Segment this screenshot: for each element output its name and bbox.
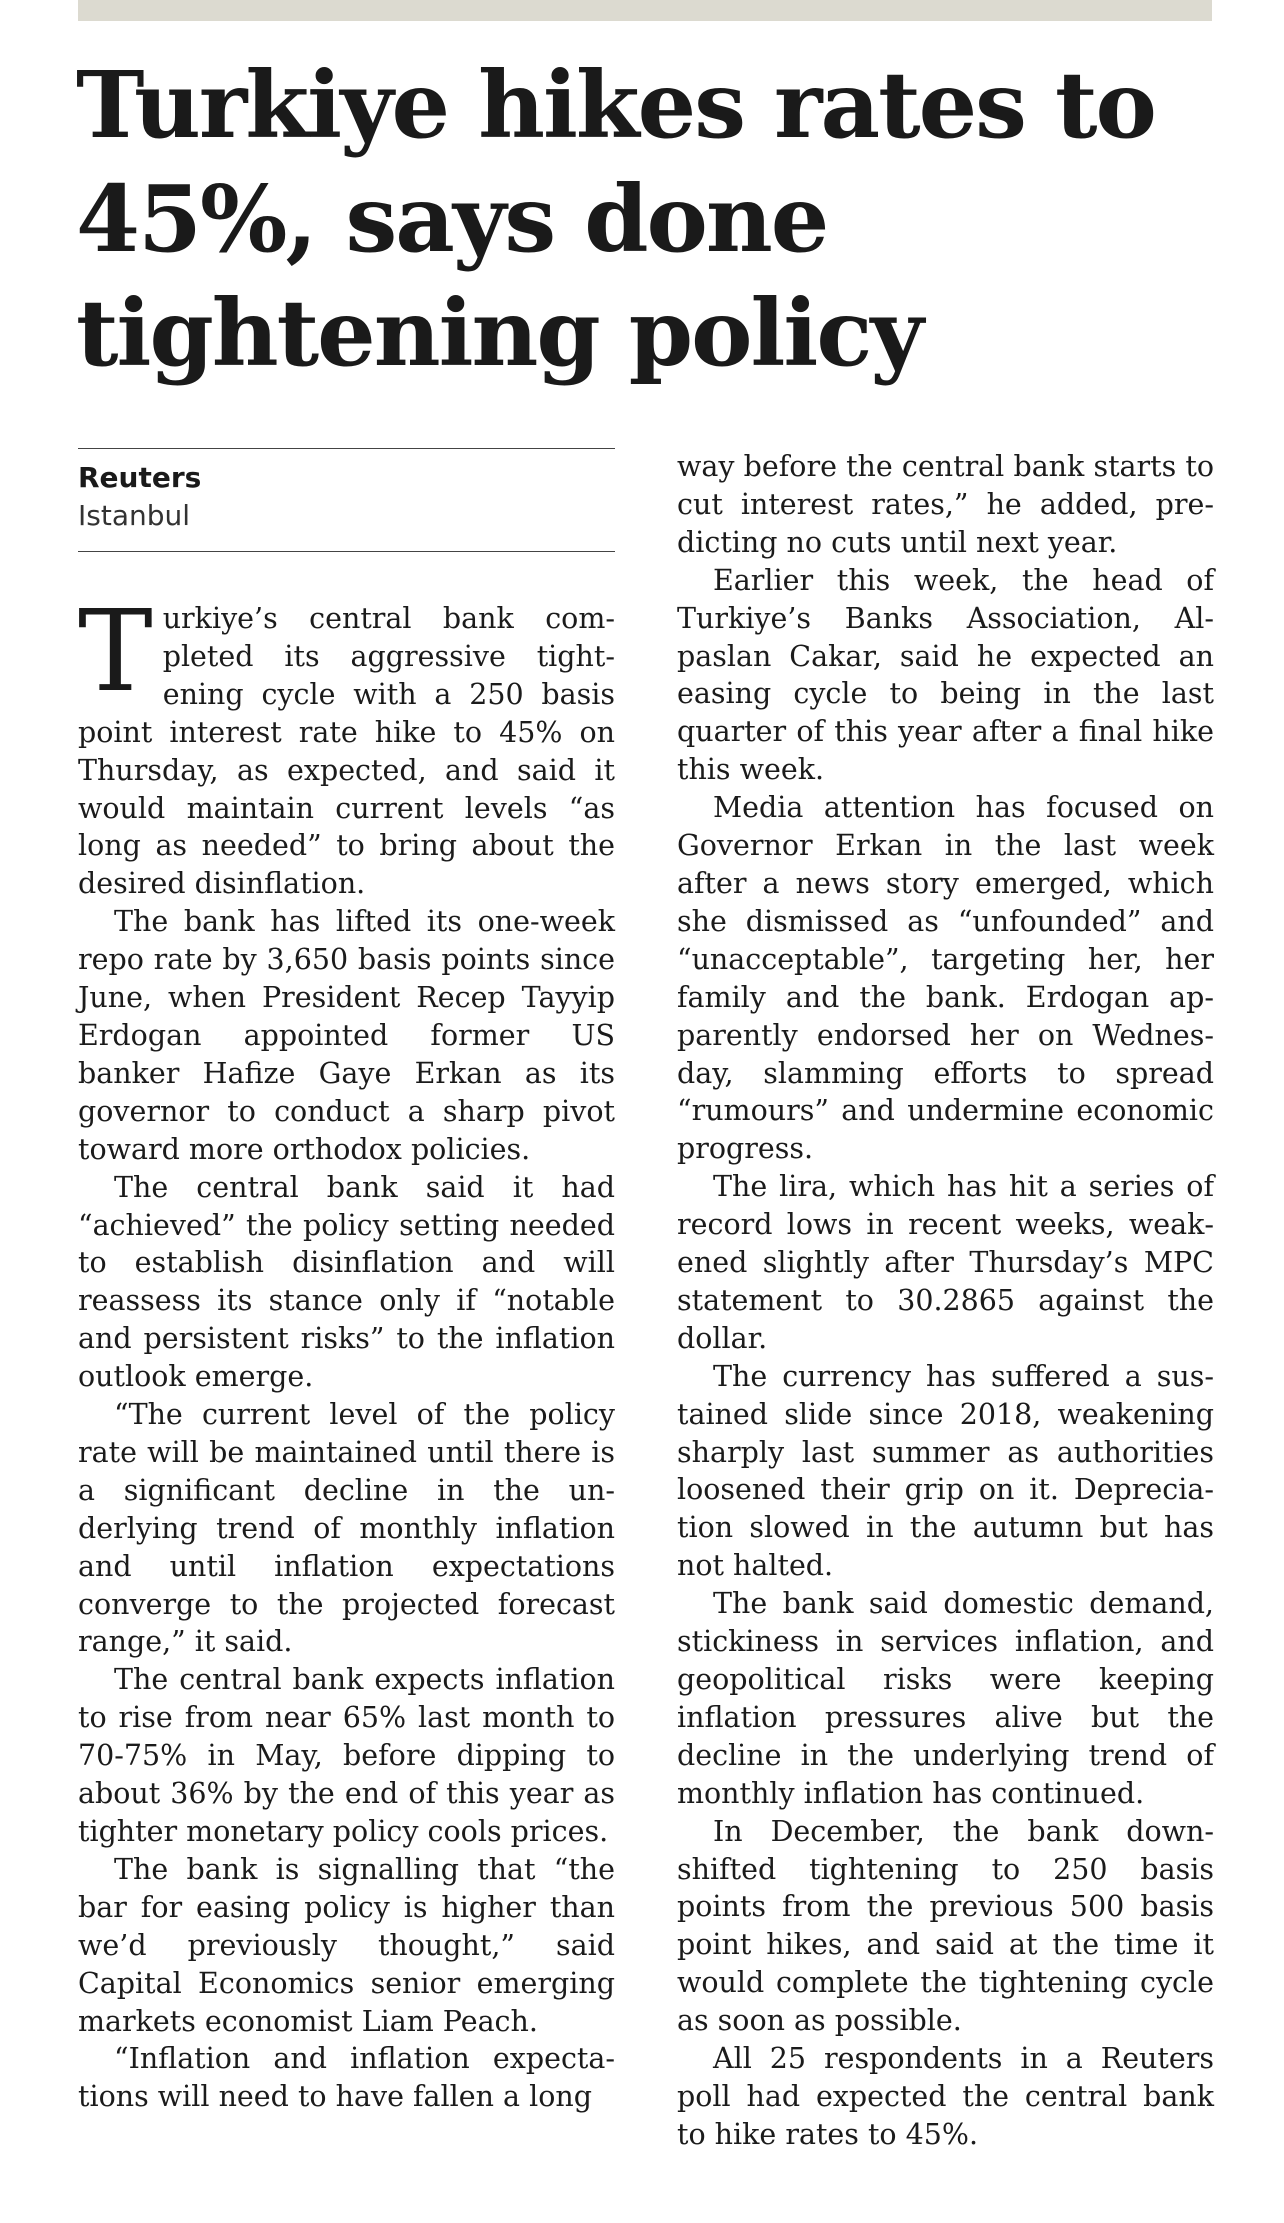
body-paragraph: The bank is signalling that “the bar for easing policy is higher than we’d previously thought,” said Capital Economics senior emerging markets economist Liam Peach.: [78, 1852, 615, 2038]
body-paragraph: All 25 respondents in a Reuters poll had expected the central bank to hike rates to 45%.: [677, 2042, 1214, 2151]
body-paragraph: Media attention has focused on Governor Erkan in the last week after a news story emerged, which she dismissed as “unfounded” and “unacceptable”, targeting her, her family and the bank. Erdogan apparently endorsed her on Wednesday, slamming efforts to spread “rumours” and undermine economic progress.: [677, 791, 1214, 1166]
byline: [78, 448, 615, 552]
body-paragraph: Earlier this week, the head of Turkiye’s Banks Association, Alpaslan Cakar, said he expected an easing cycle to being in the last quarter of this year after a final hike this week.: [677, 563, 1214, 787]
body-paragraph: The central bank said it had “achieved” the policy setting needed to establish disinflation and will reassess its stance only if “notable and persistent risks” to the inflation outlook emerge.: [78, 1170, 615, 1394]
article-column-left: [78, 587, 615, 2116]
byline-location: Istanbul: [78, 499, 191, 532]
body-paragraph: The central bank expects inflation to rise from near 65% last month to 70-75% in May, before dipping to about 36% by the end of this year as tighter monetary policy cools prices.: [78, 1663, 615, 1848]
lead-paragraph: [78, 587, 615, 903]
article-headline: Turkiye hikes rates to 45%, says done tightening policy: [76, 51, 1155, 387]
drop-cap: T: [78, 587, 153, 717]
byline-source: Reuters: [78, 461, 202, 494]
article-column-right: [677, 448, 1214, 2154]
body-paragraph: In December, the bank downshifted tightening to 250 basis points from the previous 500 basis point hikes, and said at the time it would complete the tightening cycle as soon as possible.: [677, 1814, 1214, 2038]
top-color-bar: [78, 0, 1212, 21]
body-paragraph: “Inflation and inflation expectations will need to have fallen a long: [78, 2042, 615, 2114]
body-paragraph: The lira, which has hit a series of record lows in recent weeks, weakened slightly after Thursday’s MPC statement to 30.2865 against the dollar.: [677, 1170, 1214, 1355]
body-paragraph: The bank has lifted its one-week repo rate by 3,650 basis points since June, when President Recep Tayyip Erdogan appointed former US banker Hafize Gaye Erkan as its governor to conduct a sharp pivot toward more orthodox policies.: [78, 905, 615, 1166]
lead-paragraph-text: urkiye’s central bank completed its aggressive tightening cycle with a 250 basis point interest rate hike to 45% on Thursday, as expected, and said it would maintain current levels “as long as needed” to bring about the desired disinflation.: [78, 602, 615, 901]
body-paragraph: “The current level of the policy rate will be maintained until there is a significant decline in the underlying trend of monthly inflation and until inflation expectations converge to the projected forecast range,” it said.: [78, 1398, 615, 1659]
continued-paragraph: way before the central bank starts to cut interest rates,” he added, predicting no cuts until next year.: [677, 450, 1214, 559]
body-paragraph: The currency has suffered a sustained slide since 2018, weakening sharply last summer as authorities loosened their grip on it. Depreciation slowed in the autumn but has not halted.: [677, 1359, 1214, 1583]
body-paragraph: The bank said domestic demand, stickiness in services inflation, and geopolitical risks were keeping inflation pressures alive but the decline in the underlying trend of monthly inflation has continued.: [677, 1587, 1214, 1810]
